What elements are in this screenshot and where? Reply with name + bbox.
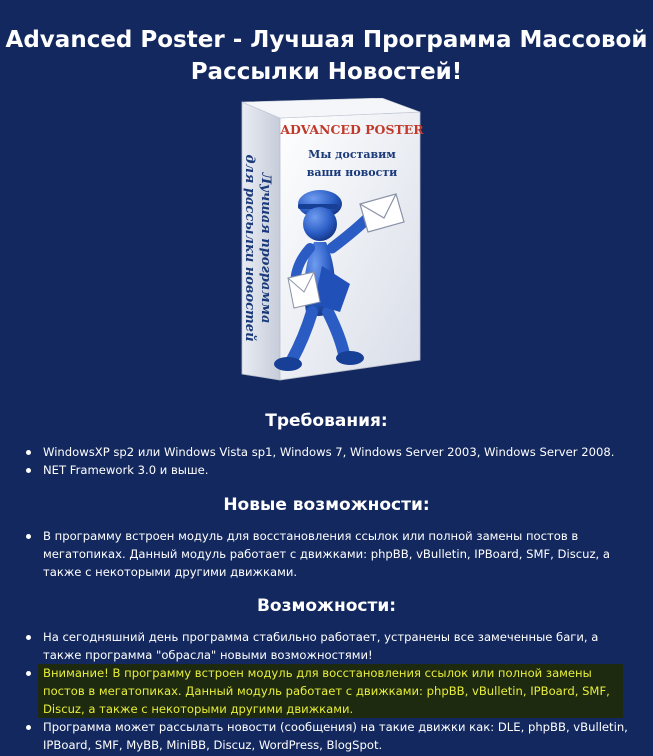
features-list [0, 628, 653, 754]
box-front-line2: ваши новости [306, 166, 398, 179]
product-box-image [222, 98, 428, 384]
box-front-title: ADVANCED POSTER [280, 122, 424, 137]
box-side-line1: Лучшая программа [258, 172, 273, 324]
requirements-heading: Требования: [265, 411, 388, 431]
list-item: В программу встроен модуль для восстановления ссылок или полной замены постов в мегатопиках. Данный модуль работает с движками: phpBB, vBulletin, IPBoard, SMF, Discuz, а также с некоторыми другими движками. [0, 527, 653, 581]
features-heading: Возможности: [256, 596, 397, 616]
list-item: WindowsXP sp2 или Windows Vista sp1, Windows 7, Windows Server 2003, Windows Server 2008. [0, 443, 653, 461]
box-front-line1: Мы доставим [308, 148, 396, 161]
list-item: На сегодняшний день программа стабильно работает, устранены все замеченные баги, а также программа "обрасла" новыми возможностями! [0, 628, 653, 664]
page-title: Advanced Poster - Лучшая Программа Массовой Рассылки Новостей! [5, 27, 648, 85]
new-features-list [0, 527, 653, 581]
new-features-heading: Новые возможности: [223, 495, 430, 515]
requirements-list [0, 443, 653, 479]
list-item: NET Framework 3.0 и выше. [0, 461, 653, 479]
list-item: Программа может рассылать новости (сообщения) на такие движки как: DLE, phpBB, vBulletin, IPBoard, SMF, MyBB, MiniBB, Discuz, WordPress, BlogSpot. [0, 718, 653, 754]
highlighted-list-item: Внимание! В программу встроен модуль для восстановления ссылок или полной замены постов в мегатопиках. Данный модуль работает с движками: phpBB, vBulletin, IPBoard, SMF, Discuz, а также с некоторыми другими движками. [38, 664, 623, 718]
box-side-line2: для рассылки новостей [242, 154, 257, 342]
